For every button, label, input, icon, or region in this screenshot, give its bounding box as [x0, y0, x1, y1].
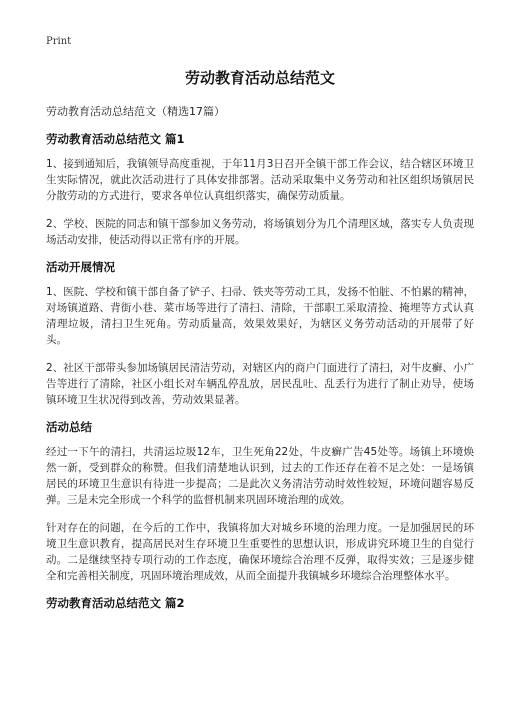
section-heading: 活动开展情况 — [46, 260, 115, 274]
paragraph: 1、医院、学校和镇干部自备了铲子、扫帚、铁夹等劳动工具，发扬不怕脏、不怕累的精神，对场镇道路、背街小巷、菜市场等进行了清扫、清除，干部职工采取清捡、掩埋等方式认真清理垃圾，清扫卫生死角。劳动质量高，效果效果好，为辖区义务劳动活动的开展带了好头。 — [46, 286, 474, 346]
paragraph: 1、接到通知后，我镇领导高度重视，于年11月3日召开全镇干部工作会议，结合辖区环境卫生实际情况，就此次活动进行了具体安排部署。活动采取集中义务劳动和社区组织场镇居民分散劳动的方式进行，要求各单位认真组织落实，确保劳动质量。 — [46, 158, 474, 202]
section-heading: 劳动教育活动总结范文 篇1 — [46, 132, 185, 146]
section-heading: 劳动教育活动总结范文 篇2 — [46, 596, 185, 610]
paragraph: 2、学校、医院的同志和镇干部参加义务劳动，将场镇划分为几个清理区域，落实专人负责现场活动安排，使活动得以正常有序的开展。 — [46, 218, 474, 246]
section-summary — [46, 420, 474, 584]
section-2 — [46, 596, 474, 611]
section-heading: 活动总结 — [46, 420, 92, 434]
document-title: 劳动教育活动总结范文 — [184, 69, 335, 87]
document-subtitle: 劳动教育活动总结范文（精选17篇） — [46, 105, 225, 118]
paragraph: 针对存在的问题，在今后的工作中，我镇将加大对城乡环境的治理力度。一是加强居民的环境卫生意识教育，提高居民对生存环境卫生重要性的思想认识，形成讲究环境卫生的自觉行动。二是继续坚持专项行动的工作态度，确保环境综合治理不反弹，取得实效；三是逐步健全和完善相关制度，巩固环境治理成效，从而全面提升我镇城乡环境综合治理整体水平。 — [46, 522, 474, 582]
section-activities — [46, 260, 474, 408]
section-1 — [46, 132, 474, 248]
print-link[interactable]: Print — [46, 36, 72, 47]
paragraph: 2、社区干部带头参加场镇居民清洁劳动，对辖区内的商户门面进行了清扫，对牛皮癣、小广告等进行了清除，社区小组长对车辆乱停乱放，居民乱吐、乱丢行为进行了制止劝导，使场镇环境卫生状况得到改善，劳动效果显著。 — [46, 362, 474, 406]
paragraph: 经过一下午的清扫，共清运垃圾12车，卫生死角22处，牛皮癣广告45处等。场镇上环境焕然一新，受到群众的称赞。但我们清楚地认识到，过去的工作还存在着不足之处：一是场镇居民的环境卫生意识有待进一步提高；二是此次义务清洁劳动时效性较短，环境问题容易反弹。三是未完全形成一个科学的监督机制来巩固环境治理的成效。 — [46, 446, 474, 506]
